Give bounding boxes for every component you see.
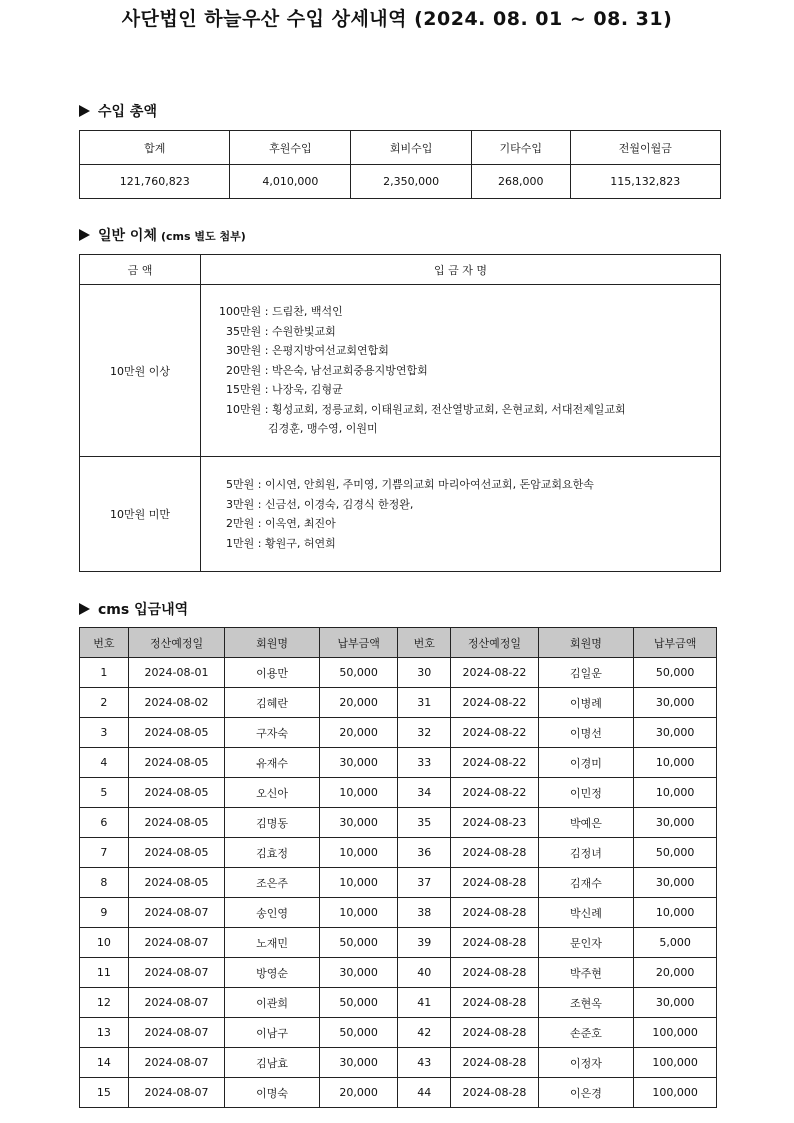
- table-cell: 100,000: [634, 1078, 717, 1108]
- table-cell: 50,000: [319, 988, 398, 1018]
- table-cell: 이경미: [538, 748, 633, 778]
- summary-value-cell: 115,132,823: [570, 165, 720, 199]
- table-cell: 유재수: [225, 748, 319, 778]
- table-cell: 김효정: [225, 838, 319, 868]
- table-cell: 35: [398, 808, 451, 838]
- table-cell: 10: [80, 928, 129, 958]
- cms-header-row: [80, 628, 717, 658]
- table-cell: 14: [80, 1048, 129, 1078]
- table-row: [80, 868, 717, 898]
- donor-line: 3만원 : 신금선, 이경숙, 김경식 한정완,: [219, 497, 414, 511]
- table-row: [80, 928, 717, 958]
- table-cell: 박신례: [538, 898, 633, 928]
- table-cell: 30,000: [634, 988, 717, 1018]
- table-cell: 2024-08-28: [451, 988, 539, 1018]
- summary-header-cell: 전월이월금: [570, 131, 720, 165]
- table-cell: 2024-08-22: [451, 688, 539, 718]
- table-cell: 손준호: [538, 1018, 633, 1048]
- cms-header-cell: 정산예정일: [451, 628, 539, 658]
- table-row: [80, 688, 717, 718]
- summary-value-cell: 4,010,000: [230, 165, 351, 199]
- table-cell: 김명동: [225, 808, 319, 838]
- table-cell: 조은주: [225, 868, 319, 898]
- table-cell: 11: [80, 958, 129, 988]
- table-cell: 이병례: [538, 688, 633, 718]
- table-cell: 8: [80, 868, 129, 898]
- table-cell: 30,000: [319, 958, 398, 988]
- table-row: [80, 1048, 717, 1078]
- table-cell: 10,000: [319, 838, 398, 868]
- table-cell: 30,000: [319, 748, 398, 778]
- table-row: [80, 1018, 717, 1048]
- table-cell: 2024-08-23: [451, 808, 539, 838]
- donor-line: 10만원 : 횡성교회, 정릉교회, 이태원교회, 전산열방교회, 은현교회, 서대전제일교회: [219, 402, 626, 416]
- table-cell: 10,000: [634, 778, 717, 808]
- summary-header-cell: 기타수입: [471, 131, 570, 165]
- donor-line: 2만원 : 이옥연, 최진아: [219, 517, 336, 530]
- table-cell: 2024-08-05: [128, 748, 225, 778]
- table-cell: 10,000: [319, 898, 398, 928]
- section-heading-summary: [79, 101, 157, 121]
- table-cell: 30: [398, 658, 451, 688]
- page-title: 사단법인 하늘우산 수입 상세내역 (2024. 08. 01 ~ 08. 31): [121, 8, 673, 30]
- table-cell: 34: [398, 778, 451, 808]
- section-heading-cms: [79, 599, 188, 619]
- table-row: [80, 838, 717, 868]
- table-cell: 2024-08-22: [451, 778, 539, 808]
- summary-header-cell: 회비수입: [351, 131, 472, 165]
- table-cell: 이관희: [225, 988, 319, 1018]
- table-cell: 2024-08-22: [451, 658, 539, 688]
- table-cell: 2024-08-07: [128, 1048, 225, 1078]
- donor-line: 김경훈, 맹수영, 이원미: [219, 422, 378, 436]
- table-cell: 2024-08-28: [451, 1018, 539, 1048]
- donor-line: 5만원 : 이시연, 안희원, 주미영, 기쁨의교회 마리아여선교회, 돈암교회요한속: [219, 478, 594, 491]
- general-transfer-table: [79, 254, 721, 572]
- table-cell: 2024-08-28: [451, 898, 539, 928]
- table-cell: 40: [398, 958, 451, 988]
- table-cell: 15: [80, 1078, 129, 1108]
- table-cell: 2024-08-01: [128, 658, 225, 688]
- table-cell: 50,000: [634, 838, 717, 868]
- cms-header-cell: 번호: [80, 628, 129, 658]
- table-cell: 41: [398, 988, 451, 1018]
- table-cell: 20,000: [319, 688, 398, 718]
- table-cell: 김정녀: [538, 838, 633, 868]
- table-cell: 오신아: [225, 778, 319, 808]
- table-cell: 노재민: [225, 928, 319, 958]
- table-cell: 33: [398, 748, 451, 778]
- table-cell: 50,000: [319, 1018, 398, 1048]
- table-cell: 2024-08-22: [451, 748, 539, 778]
- table-cell: 박예은: [538, 808, 633, 838]
- table-cell: 김재수: [538, 868, 633, 898]
- summary-value-cell: 268,000: [471, 165, 570, 199]
- table-cell: 7: [80, 838, 129, 868]
- table-cell: 10,000: [634, 748, 717, 778]
- table-cell: 10,000: [634, 898, 717, 928]
- summary-header-cell: 후원수입: [230, 131, 351, 165]
- triangle-bullet-icon: [79, 603, 90, 615]
- names-cell: [201, 457, 721, 572]
- table-row: [80, 808, 717, 838]
- table-cell: 이민정: [538, 778, 633, 808]
- donor-line: 30만원 : 은평지방여선교회연합회: [219, 344, 389, 358]
- table-cell: 32: [398, 718, 451, 748]
- table-cell: 이용만: [225, 658, 319, 688]
- table-cell: 2024-08-05: [128, 868, 225, 898]
- table-cell: 30,000: [319, 1048, 398, 1078]
- cms-header-cell: 회원명: [225, 628, 319, 658]
- summary-header-cell: 합계: [80, 131, 230, 165]
- donor-line: 1만원 : 황원구, 허연희: [219, 536, 336, 550]
- table-cell: 2024-08-07: [128, 928, 225, 958]
- table-cell: 37: [398, 868, 451, 898]
- table-cell: 42: [398, 1018, 451, 1048]
- table-cell: 2024-08-05: [128, 778, 225, 808]
- table-cell: 100,000: [634, 1018, 717, 1048]
- donor-line: 35만원 : 수원한빛교회: [219, 324, 336, 338]
- table-cell: 30,000: [634, 718, 717, 748]
- table-cell: 2024-08-07: [128, 988, 225, 1018]
- general-header-row: [80, 255, 721, 285]
- table-row: [80, 658, 717, 688]
- general-row: [80, 285, 721, 457]
- table-cell: 30,000: [634, 868, 717, 898]
- amount-cell: 10만원 이상: [80, 285, 201, 457]
- table-cell: 2024-08-28: [451, 958, 539, 988]
- table-cell: 50,000: [319, 928, 398, 958]
- table-cell: 50,000: [319, 658, 398, 688]
- table-cell: 43: [398, 1048, 451, 1078]
- table-cell: 김남효: [225, 1048, 319, 1078]
- section-label: 수입 총액: [98, 104, 157, 120]
- table-cell: 30,000: [634, 688, 717, 718]
- table-row: [80, 898, 717, 928]
- summary-value-cell: 2,350,000: [351, 165, 472, 199]
- table-cell: 2024-08-28: [451, 868, 539, 898]
- table-cell: 2024-08-02: [128, 688, 225, 718]
- amount-cell: 10만원 미만: [80, 457, 201, 572]
- table-cell: 10,000: [319, 868, 398, 898]
- names-header-cell: 입 금 자 명: [201, 255, 721, 285]
- table-cell: 송인영: [225, 898, 319, 928]
- cms-header-cell: 번호: [398, 628, 451, 658]
- table-cell: 6: [80, 808, 129, 838]
- section-note: (cms 별도 첨부): [160, 230, 246, 243]
- table-row: [80, 778, 717, 808]
- donor-line: 100만원 : 드림찬, 백석인: [219, 305, 343, 319]
- cms-header-cell: 납부금액: [319, 628, 398, 658]
- table-cell: 이명숙: [225, 1078, 319, 1108]
- summary-value-row: [80, 165, 721, 199]
- table-cell: 2024-08-28: [451, 838, 539, 868]
- cms-header-cell: 정산예정일: [128, 628, 225, 658]
- donor-line: 15만원 : 나장욱, 김형균: [219, 383, 343, 397]
- table-cell: 문인자: [538, 928, 633, 958]
- donor-line: 20만원 : 박은숙, 남선교회중용지방연합회: [219, 363, 428, 377]
- triangle-bullet-icon: [79, 105, 90, 117]
- table-cell: 30,000: [319, 808, 398, 838]
- cms-deposit-table: [79, 627, 717, 1108]
- table-cell: 5: [80, 778, 129, 808]
- amount-header-cell: 금 액: [80, 255, 201, 285]
- table-cell: 2024-08-22: [451, 718, 539, 748]
- table-row: [80, 718, 717, 748]
- table-cell: 10,000: [319, 778, 398, 808]
- table-cell: 100,000: [634, 1048, 717, 1078]
- table-cell: 박주현: [538, 958, 633, 988]
- triangle-bullet-icon: [79, 229, 90, 241]
- table-cell: 2024-08-28: [451, 1048, 539, 1078]
- table-cell: 이명선: [538, 718, 633, 748]
- table-cell: 30,000: [634, 808, 717, 838]
- table-cell: 3: [80, 718, 129, 748]
- table-cell: 2024-08-07: [128, 1018, 225, 1048]
- cms-header-cell: 회원명: [538, 628, 633, 658]
- section-label: 일반 이체: [98, 228, 157, 244]
- table-cell: 2024-08-07: [128, 958, 225, 988]
- table-cell: 5,000: [634, 928, 717, 958]
- table-cell: 2024-08-28: [451, 928, 539, 958]
- table-cell: 36: [398, 838, 451, 868]
- table-row: [80, 988, 717, 1018]
- section-heading-general: [79, 225, 246, 245]
- table-cell: 2024-08-05: [128, 838, 225, 868]
- summary-header-row: [80, 131, 721, 165]
- table-cell: 9: [80, 898, 129, 928]
- names-cell: [201, 285, 721, 457]
- table-cell: 이은경: [538, 1078, 633, 1108]
- table-cell: 2024-08-07: [128, 898, 225, 928]
- table-cell: 2024-08-05: [128, 718, 225, 748]
- table-cell: 20,000: [634, 958, 717, 988]
- table-cell: 이남구: [225, 1018, 319, 1048]
- table-cell: 2024-08-28: [451, 1078, 539, 1108]
- table-row: [80, 748, 717, 778]
- table-cell: 조현옥: [538, 988, 633, 1018]
- table-cell: 50,000: [634, 658, 717, 688]
- table-cell: 2: [80, 688, 129, 718]
- table-cell: 2024-08-05: [128, 808, 225, 838]
- summary-table: [79, 130, 721, 199]
- table-cell: 38: [398, 898, 451, 928]
- table-cell: 1: [80, 658, 129, 688]
- table-cell: 방영순: [225, 958, 319, 988]
- table-cell: 20,000: [319, 718, 398, 748]
- table-row: [80, 958, 717, 988]
- table-row: [80, 1078, 717, 1108]
- table-cell: 20,000: [319, 1078, 398, 1108]
- cms-table-body: [80, 658, 717, 1108]
- table-cell: 13: [80, 1018, 129, 1048]
- table-cell: 12: [80, 988, 129, 1018]
- table-cell: 39: [398, 928, 451, 958]
- table-cell: 31: [398, 688, 451, 718]
- table-cell: 김혜란: [225, 688, 319, 718]
- table-cell: 구자숙: [225, 718, 319, 748]
- table-cell: 2024-08-07: [128, 1078, 225, 1108]
- section-label: cms 입금내역: [98, 602, 189, 618]
- table-cell: 이정자: [538, 1048, 633, 1078]
- table-cell: 4: [80, 748, 129, 778]
- general-row: [80, 457, 721, 572]
- cms-header-cell: 납부금액: [634, 628, 717, 658]
- table-cell: 김일운: [538, 658, 633, 688]
- summary-value-cell: 121,760,823: [80, 165, 230, 199]
- table-cell: 44: [398, 1078, 451, 1108]
